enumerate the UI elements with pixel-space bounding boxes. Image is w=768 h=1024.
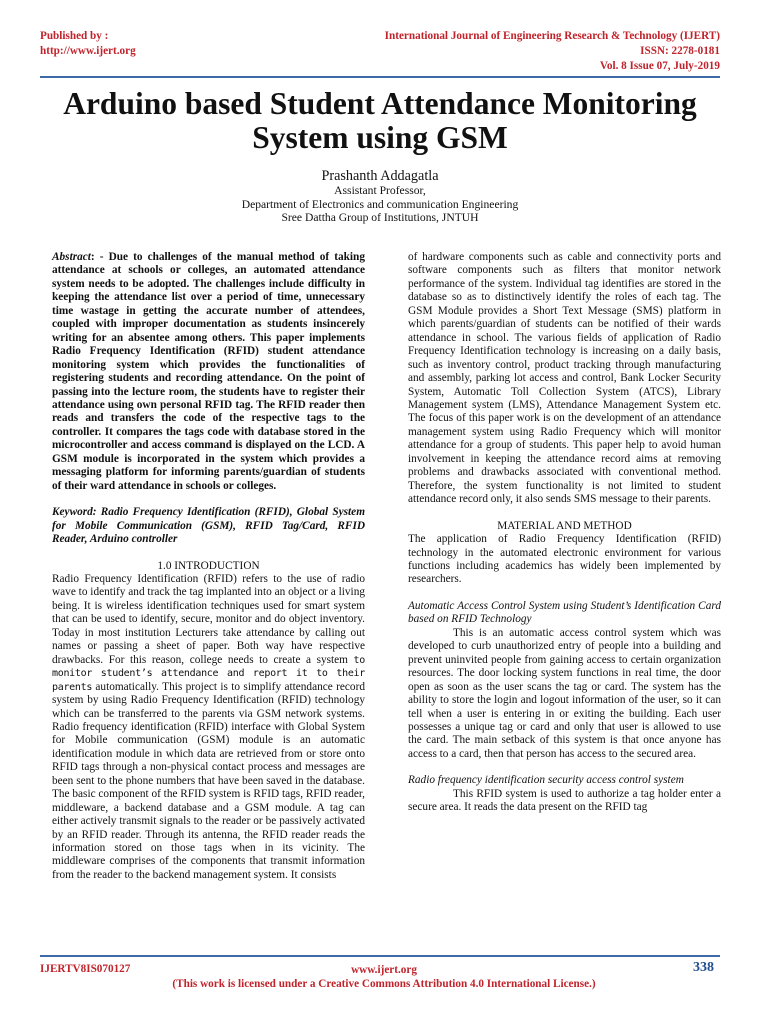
introduction-text (52, 573, 365, 882)
author-institution: Sree Dattha Group of Institutions, JNTUH (281, 211, 479, 225)
right-column (408, 251, 721, 815)
journal-url[interactable]: http://www.ijert.org (40, 45, 136, 57)
keywords (52, 506, 365, 546)
abstract-text: : - Due to challenges of the manual method of taking attendance at schools or colleges, an automated attendance system needs to be adopted. The challenges include difficulty in keeping the attendance list over a period of time, unnecessary time wastage in getting the accurate number of attendees, coupled with improper documentation as students insincerely writing for an absentee among others. This paper implements Radio Frequency Identification (RFID) student attendance monitoring system which provides the functionalities of registering students and recording attendance. On the point of passing into the lecture room, the students have to register their attendance using own personal RFID tag. The RFID reader then reads and transfers the code of the respective tags to the controller. It compares the tags code with database stored in the microcontroller and access command is displayed on the LCD. A GSM module is incorporated in the system which provides a messaging platform for informing parents/guardian of students of their ward attendance in schools or colleges. (52, 251, 365, 492)
section-heading-material-method: MATERIAL AND METHOD (497, 519, 632, 532)
intro-continued-paragraph: of hardware components such as cable and connectivity ports and software components such as filters that monitor network performance of the system. Individual tag identifies are stored in the database so as to distinctively identify the roles of each tag. The GSM Module provides a Short Text Message (SMS) platform in which parents/guardian of students can be notified of their wards attendance in school. The various fields of application of Radio Frequency Identification technology is increasing on a daily basis, such as inventory control, product tracking through manufacturing and assembly, parking lot access and control, Bank Locker Security System, Automatic Toll Collection System (ATCS), Library Management system (LMS), Attendance Management System etc. The focus of this paper work is on the development of an attendance management system using Radio Frequency which will monitor attendance for a group of students. This paper help to avoid human involvement in keeping the attendance record aims at removing problems and drawbacks associated with conventional method. Therefore, the system functionality is not limited to student attendance record only, it also sends SMS message to their parents. (408, 251, 721, 506)
intro-text-part-2: automatically. This project is to simplify attendance record system by using Radio Frequency Identification (RFID) technology which can be transferred to the parents via GSM network systems. Radio frequency identification (RFID) interface with Global System for Mobile communication (GSM) module is an automatic identification module in which data are retrieved from or store onto RFID tags through a non-physical contact process and messages are been sent to the phone numbers that have been saved in the database. The basic component of the RFID system is RFID tags, RFID reader, middleware, a backend database and a GSM module. A tag can either actively transmit signals to the reader or be passively activated by an RFID reader. Through its antenna, the RFID reader reads the information stored on those tags when in its vicinity. The middleware comprises of the components that transmit information from the reader to the backend management system. It consists (52, 680, 365, 881)
volume-issue: Vol. 8 Issue 07, July-2019 (599, 60, 720, 72)
intro-handwritten-phrase: to monitor student’s attendance and report it to their parents (52, 654, 365, 693)
material-method-paragraph: The application of Radio Frequency Identification (RFID) technology in the automated electronic environment for various functions including academics has widely been implemented by researchers. (408, 533, 721, 586)
abstract-label: Abstract (52, 251, 91, 263)
rfid-security-paragraph: This RFID system is used to authorize a tag holder enter a secure area. It reads the data present on the RFID tag (408, 787, 721, 814)
author-name: Prashanth Addagatla (321, 168, 439, 184)
author-affiliation (40, 184, 720, 225)
footer-center (0, 963, 768, 991)
header-rule (40, 76, 720, 78)
subheading-access-control: Automatic Access Control System using Student’s Identification Card based on RFID Technology (408, 599, 721, 626)
keywords-label: Keyword: (52, 506, 97, 519)
author-department: Department of Electronics and communication Engineering (241, 197, 519, 211)
left-column (52, 251, 365, 882)
access-control-paragraph: This is an automatic access control system which was developed to curb unauthorized entry of people into a building and prevent uninvited people from gaining access to certain organization resources. The door locking system functions in real time, the door open as soon as the user scans the tag or card. The system has the ability to store the login and logout information of the user, so it can tell when a user is entering in or exiting the building. Each user possesses a unique tag or card and only that user is allowed to use the card. The main setback of this system is that once anyone has access to a card, then that person has access to the secured area. (408, 626, 721, 760)
author-position: Assistant Professor, (334, 184, 426, 197)
footer-rule (40, 955, 720, 957)
published-by-label: Published by : (40, 30, 109, 42)
intro-text-part-1: Radio Frequency Identification (RFID) refers to the use of radio wave to identify and track the tag implanted into an object or a living being. It is wireless identification techniques used for smart system that can be used to identify, secure, monitor and do object inventory. Today in most institution Lecturers take attendance by calling out names or passing a sheet of paper. Both way have respective drawbacks. For this reason, college needs to create a system (52, 572, 365, 666)
title-line-2: System using GSM (252, 120, 508, 155)
keywords-text: Radio Frequency Identification (RFID), Global System for Mobile Communication (GSM), RFID Tag/Card, RFID Reader, Arduino controller (52, 506, 365, 546)
subheading-rfid-security: Radio frequency identification security access control system (408, 774, 684, 787)
journal-info (385, 29, 720, 74)
license-notice: (This work is licensed under a Creative Commons Attribution 4.0 International License.) (172, 978, 596, 990)
page-number: 338 (693, 960, 714, 975)
publisher-info (40, 29, 136, 59)
section-heading-introduction: 1.0 INTRODUCTION (157, 559, 260, 572)
abstract (52, 251, 365, 493)
title-line-1: Arduino based Student Attendance Monitoring (63, 86, 697, 121)
issn: ISSN: 2278-0181 (640, 45, 720, 57)
journal-name: International Journal of Engineering Research & Technology (IJERT) (384, 30, 720, 42)
paper-id: IJERTV8IS070127 (40, 963, 131, 975)
paper-title (40, 87, 720, 155)
footer-url[interactable]: www.ijert.org (351, 964, 417, 976)
